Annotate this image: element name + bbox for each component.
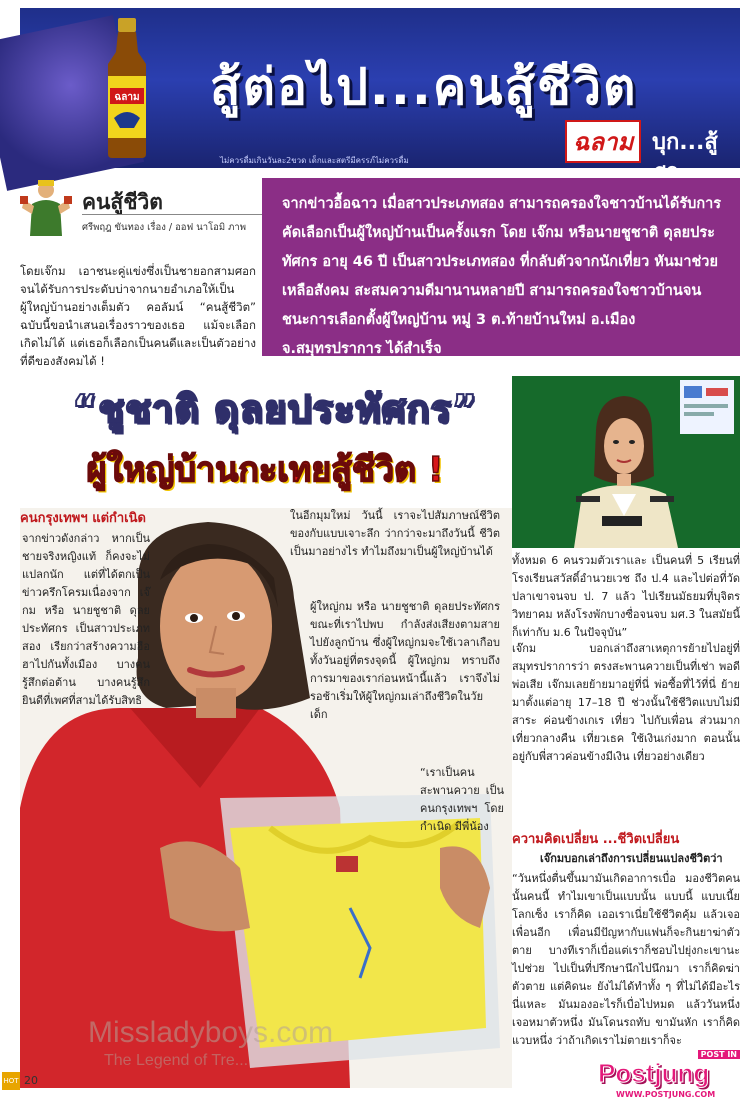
summary-text: จากข่าวอื้อฉาว เมื่อสาวประเภทสอง สามารถครองใจชาวบ้านได้รับการคัดเลือกเป็นผู้ใหญ่บ้านเป็นครั้งแรก โดย เจ๊กม หรือนายชูชาติ ดุลยประทัศกร อายุ 46 ปี เป็นสาวประเภทสอง ที่กลับตัวจากนักเที่ยว หันมาช่วยเหลือสังคม สะสมความดีมานานหลายปี สามารถครองใจชาวบ้านจนชนะการเลือกตั้งผู้ใหญ่บ้าน หมู่ 3 ต.ท้ายบ้านใหม่ อ.เมือง จ.สมุทรปราการ ได้สำเร็จ (282, 196, 722, 357)
summary-box (262, 178, 740, 356)
column-header (20, 178, 260, 238)
energy-drink-bottle-icon (98, 18, 156, 158)
divider (82, 214, 262, 215)
page-number: 20 (24, 1074, 38, 1087)
section1-column1: จากข่าวดังกล่าว หากเป็นชายจริงหญิงแท้ ก็คงจะไม่แปลกนัก แต่ที่ได้ตกเป็นข่าวครึกโครมเนื่องจาก เจ๊กม หรือ นายชูชาติ ดุลยประทัศกร เป็นสาวประเภทสอง เรียกว่าสร้างความฮือฮาไปกันทั้งเมือง บางคนรู้สึกต่อต้าน บางคนรู้สึกยินดีที่เพศที่สามได้รับสิทธิ (22, 532, 150, 707)
column-title: คนสู้ชีวิต (82, 190, 163, 214)
brand-tagline: บุก...สู้ (652, 130, 718, 155)
warning-note: ไม่ควรดื่มเกินวันละ2ขวด เด็กและสตรีมีครรภ์ไม่ควรดื่ม (220, 156, 409, 165)
right-paragraph-1: ทั้งหมด 6 คนรวมตัวเราเเละ เป็นคนที่ 5 เรียนที่โรงเรียนสวัสดิ์อำนวยเวช ถึง ป.4 และไปต่อที่วัดปลาเขาจนจบ ป. 7 แล้ว ไปเรียนมัธยมที่บุจิตรวิทยาคม หลังโรงพักบางซื่อจนจบ มศ.3 ในสมัยนี้ก็เท่ากับ ม.6 ในปัจจุบัน” (512, 554, 740, 639)
right-paragraph-3: “วันหนึ่งตื่นขึ้นมามันเกิดอาการเบื่อ มองชีวิตคนนั้นคนนี้ ทำไมเขาเป็นแบบนั้น แบบนี้ แบบเนี้ยโลกเซ็ง เราก็คิด เออเราเนี่ยใช้ชีวิตคุ้ม แล้วเจอเพื่อนอีก เพื่อนมีปัญหากับแฟนก็จะกินยาฆ่าตัวตาย บางทีเราก็เบื่อแต่เราก็ชอบไปยุ่งกะเขานะ ไปช่วย ไปเป็นที่ปรึกษานึกไปนึกมา เราก็คิดฆ่าตัวตาย แต่คิดนะ ยังไม่ได้ทำทั้ง ๆ ที่ไม่ได้มีอะไรนี่แหละ มันมองอะไรก็เบื่อไปหมด แล้ววันหนึ่ง เจอหมาตัวหนึ่ง มันโดนรถทับ ขามันหัก เราก็คิดแวบหนึ่ง ว่าถ้าเกิดเราไม่ตายเราก็จะ (512, 872, 740, 1047)
right-lead: เจ๊กมบอกเล่าถึงการเปลี่ยนแปลงชีวิตว่า (540, 852, 723, 865)
column-credit: ศรีพฤฎ ขันทอง เรื่อง / ออฟ นาโอมิ ภาพ (82, 222, 247, 233)
section-heading-change: ความคิดเปลี่ยน ...ชีวิตเปลี่ยน (512, 832, 680, 847)
logo-tag: POST IN (698, 1050, 740, 1059)
office-photo (512, 376, 740, 548)
logo-url: WWW.POSTJUNG.COM (616, 1090, 716, 1099)
office-portrait-illustration (512, 376, 740, 548)
section1-column2a: ในอีกมุมใหม่ วันนี้ เราจะไปสัมภาษณ์ชีวิตของกับแบบเจาะลึก ว่ากว่าจะมาถึงวันนี้ ชีวิตเป็นมาอย่างไร ทำไมถึงมาเป็นผู้ใหญ่บ้านได้ (290, 509, 500, 558)
right-paragraph-2: เจ๊กม บอกเล่าถึงสาเหตุการย้ายไปอยู่ที่สมุทรปราการว่า ตรงสะพานควายเป็นที่เช่า พอดีพ่อเสีย เจ๊กมเลยย้ายมาอยู่ที่นี่ พ่อซื้อที่ไว้ที่นี่ ย้ายมาตั้งแต่อายุ 17–18 ปี ช่วงนั้นใช้ชีวิตแบบไม่มีสาระ ค่อนข้างเกเร เที่ยว ไปกับเพื่อน ส่วนมากเที่ยวกลางคืน เที่ยวเธค ใช้เงินเก่งมาก ตอนนั้นอยู่กับพี่สาวค่อนข้างมีเงิน เที่ยวอย่างเดียว (512, 642, 740, 763)
page-badge: HOT (2, 1072, 20, 1090)
bottle-label: ฉลาม (114, 92, 140, 103)
sponsor-banner (20, 8, 740, 168)
banner-title: สู้ต่อไป...คนสู้ชีวิต (210, 58, 638, 116)
logo-text: Postjung (598, 1058, 710, 1088)
section1-column2c: “เราเป็นคนสะพานควาย เป็นคนกรุงเทพฯ โดยกำเนิด มีพี่น้อง (420, 766, 504, 833)
intro-paragraph: โดยเจ๊กม เอาชนะคู่แข่งซึ่งเป็นชายอกสามศอกจนได้รับการประดับบ่าจากนายอำเภอให้เป็นผู้ใหญ่บ้านอย่างเต็มตัว คอลัมน์ “คนสู้ชีวิต” ฉบับนี้ขอนำเสนอเรื่องราวของเธอ แม้จะเลือกเกิดไม่ได้ แต่เธอก็เลือกเป็นคนดีและเป็นตัวอย่างที่ดีของสังคมได้ ! (20, 264, 256, 368)
section1-column2b: ผู้ใหญ่กม หรือ นายชูชาติ ดุลยประทัศกร ขณะที่เราไปพบ กำลังส่งเสียงตามสาย ไปยังลูกบ้าน ซึ่งผู้ใหญ่กมจะใช้เวลาเกือบทั้งวันอยู่ที่ตรงจุดนี้ ผู้ใหญ่กม ทราบถึงการมาของเราก่อนหน้านี้แล้ว เราจึงไม่รอช้าเริ่มให้ผู้ใหญ่กมเล่าถึงชีวิตในวัยเด็ก (310, 600, 500, 721)
postjung-logo[interactable] (596, 1050, 744, 1100)
watermark: Missladyboys.com (88, 1016, 334, 1049)
headline-title: ผู้ใหญ่บ้านกะเทยสู้ชีวิต ! (86, 450, 444, 490)
section-heading-origin: คนกรุงเทพฯ แต่กำเนิด (20, 511, 146, 526)
headline-name: “ชูชาติ ดุลยประทัศกร” (72, 387, 478, 431)
fighter-mascot-icon (20, 178, 72, 236)
watermark-subtitle: The Legend of Tre... (104, 1052, 249, 1069)
brand-logo: ฉลาม (565, 120, 641, 163)
